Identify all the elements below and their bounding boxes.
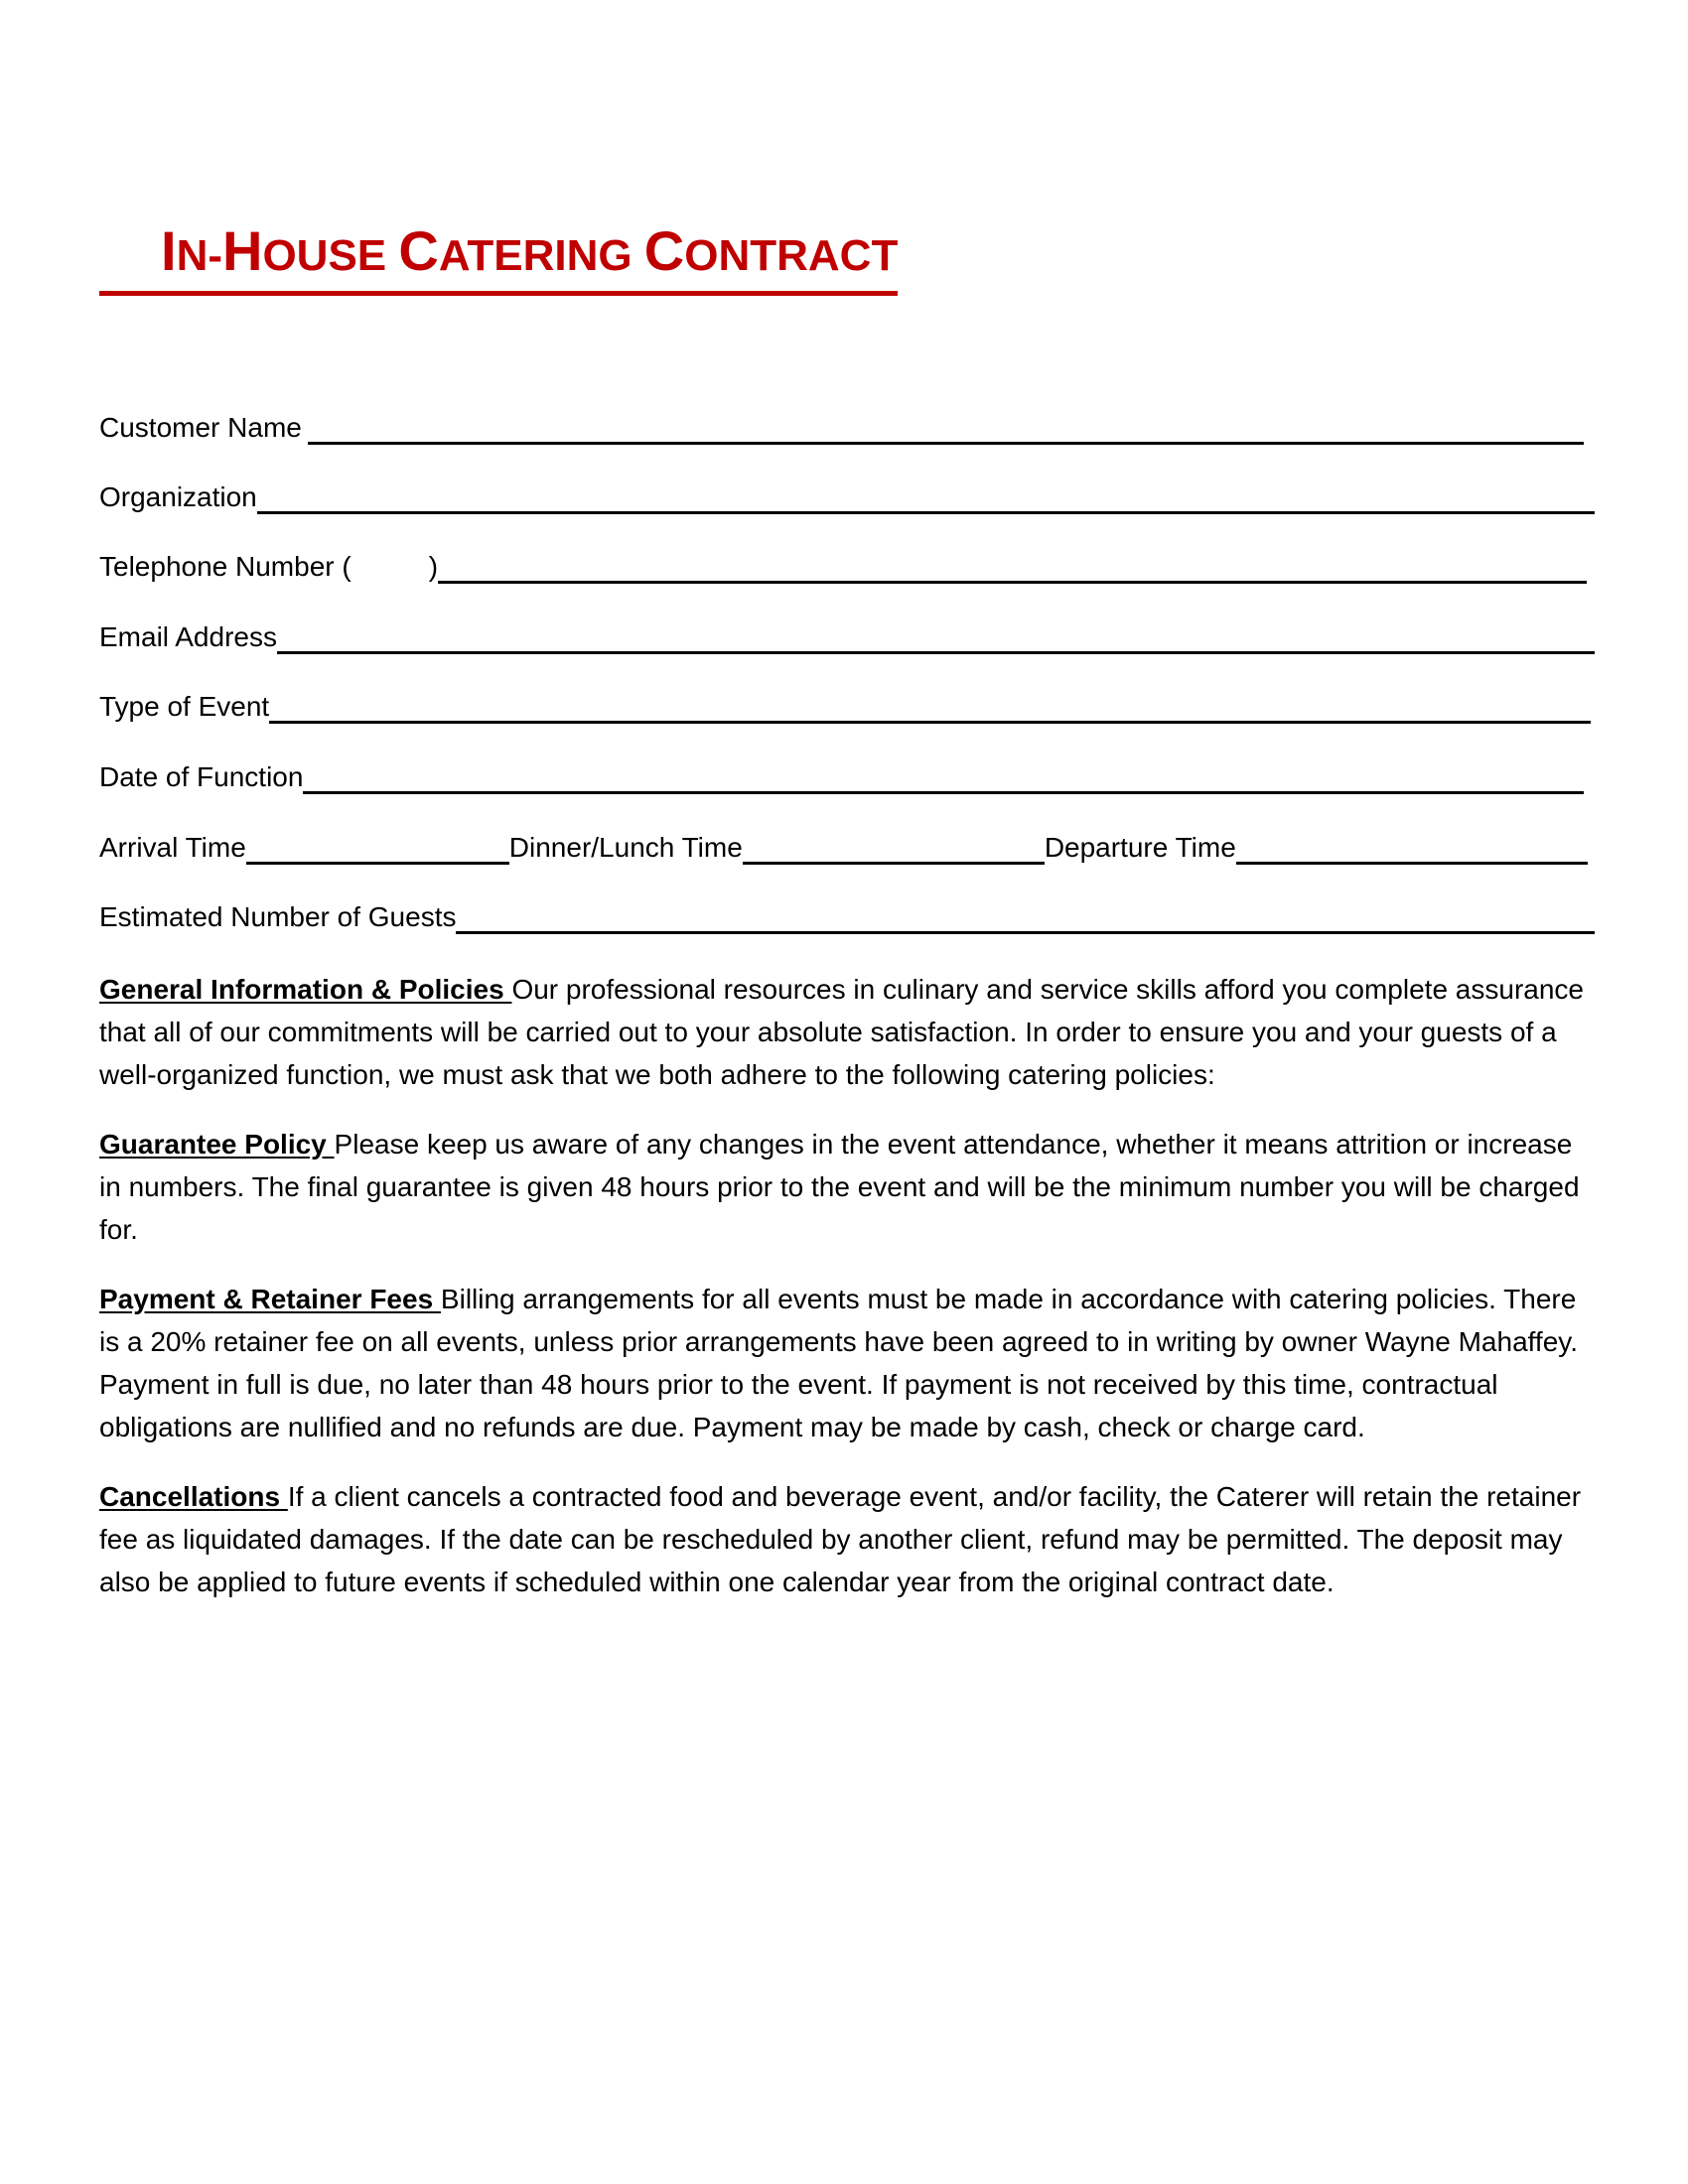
arrival-time-label: Arrival Time [99, 832, 246, 863]
customer-name-label: Customer Name [99, 412, 302, 443]
telephone-row [99, 544, 1587, 584]
title-smallcaps: ONTRACT [684, 231, 899, 280]
departure-time-field[interactable] [1236, 832, 1588, 865]
organization-field[interactable] [257, 481, 1595, 514]
title-smallcaps: ATERING [438, 231, 644, 280]
customer-name-row [99, 405, 1584, 445]
telephone-label: Telephone Number ( [99, 551, 352, 582]
title-letter: H [222, 219, 263, 282]
cancellation-policy-paragraph [99, 1475, 1597, 1603]
title-letter: C [398, 219, 439, 282]
function-date-row [99, 754, 1584, 794]
times-row [99, 825, 1588, 865]
guests-field[interactable] [456, 901, 1595, 934]
organization-row [99, 475, 1595, 514]
email-field[interactable] [277, 621, 1595, 654]
meal-time-label: Dinner/Lunch Time [508, 832, 743, 863]
title-letter: C [643, 219, 685, 282]
page-title [99, 216, 898, 296]
arrival-time-field[interactable] [246, 832, 509, 865]
telephone-field[interactable] [438, 551, 1587, 584]
function-date-label: Date of Function [99, 761, 304, 792]
cancellation-policy-heading: Cancellations [99, 1481, 288, 1512]
general-policy-paragraph [99, 968, 1597, 1096]
telephone-close-paren: ) [428, 551, 439, 582]
guests-label: Estimated Number of Guests [99, 901, 457, 932]
function-date-field[interactable] [303, 761, 1584, 794]
general-policy-heading: General Information & Policies [99, 974, 512, 1005]
title-smallcaps: N- [176, 231, 222, 280]
title-smallcaps: OUSE [262, 231, 399, 280]
email-label: Email Address [99, 621, 277, 652]
event-type-row [99, 684, 1591, 724]
departure-time-label: Departure Time [1044, 832, 1236, 863]
general-policy-text: Our professional resources in culinary and service skills afford you complete assurance that all of our commitments will be carried out to your absolute satisfaction. In order to ensure you and your guests of a well-organized function, we must ask that we both adhere to the following catering policies: [99, 974, 1584, 1090]
payment-policy-paragraph [99, 1278, 1597, 1448]
customer-name-field[interactable] [308, 412, 1584, 445]
guarantee-policy-paragraph [99, 1123, 1597, 1251]
organization-label: Organization [99, 481, 257, 512]
meal-time-field[interactable] [743, 832, 1045, 865]
payment-policy-text: Billing arrangements for all events must be made in accordance with catering policies. There is a 20% retainer fee on all events, unless prior arrangements have been agreed to in writing by owner Wayne Mahaffey. Payment in full is due, no later than 48 hours prior to the event. If payment is not received by this time, contractual obligations are nullified and no refunds are due. Payment may be made by cash, check or charge card. [99, 1284, 1578, 1442]
email-row [99, 614, 1595, 654]
payment-policy-heading: Payment & Retainer Fees [99, 1284, 441, 1314]
guarantee-policy-heading: Guarantee Policy [99, 1129, 335, 1160]
title-letter: I [161, 219, 177, 282]
guests-row [99, 894, 1595, 934]
event-type-label: Type of Event [99, 691, 270, 722]
cancellation-policy-text: If a client cancels a contracted food and beverage event, and/or facility, the Caterer will retain the retainer fee as liquidated damages. If the date can be rescheduled by another client, refund may be permitted. The deposit may also be applied to future events if scheduled within one calendar year from the original contract date. [99, 1481, 1582, 1597]
guarantee-policy-text: Please keep us aware of any changes in the event attendance, whether it means attrition or increase in numbers. The final guarantee is given 48 hours prior to the event and will be the minimum number you will be charged for. [99, 1129, 1580, 1245]
event-type-field[interactable] [269, 691, 1591, 724]
